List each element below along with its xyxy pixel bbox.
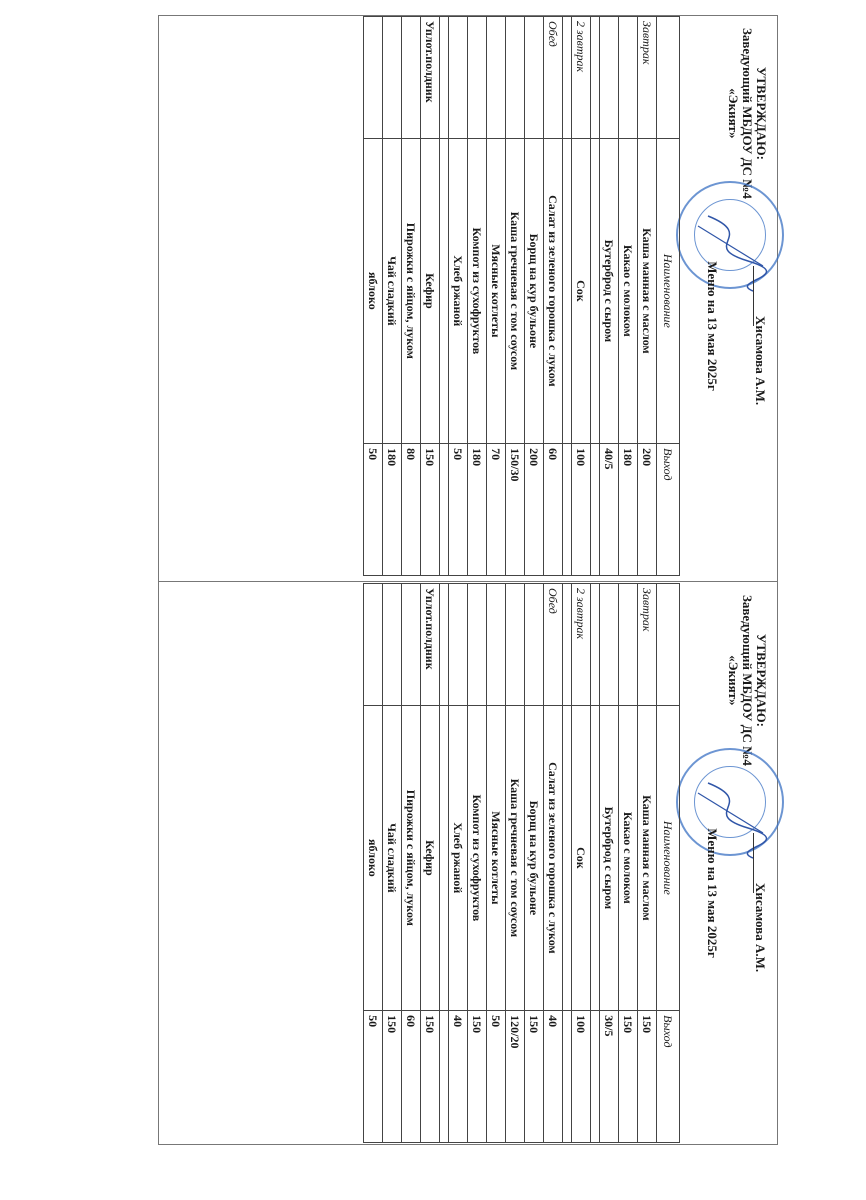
dish-name-cell: Мясные котлеты (487, 705, 506, 1011)
menu-sheet-rotated (160, 16, 776, 576)
spacer-cell (440, 444, 449, 576)
table-row (506, 17, 525, 576)
meal-cell (449, 584, 468, 706)
meal-cell: Обед (544, 584, 563, 706)
output-cell: 150 (525, 1011, 544, 1143)
output-cell: 180 (383, 444, 402, 576)
table-row (468, 17, 487, 576)
dish-name-cell: Салат из зеленого горошка с луком (544, 138, 563, 444)
header-name: Наименование (657, 705, 680, 1011)
table-row (619, 17, 638, 576)
meal-cell (364, 17, 383, 139)
signer-name: Хисамова А.М. (753, 883, 768, 973)
menu-table (363, 16, 680, 576)
spacer-cell (591, 444, 600, 576)
table-row (572, 584, 591, 1143)
table-header-row (657, 584, 680, 1143)
dish-name-cell: Каша гречневая с том соусом (506, 138, 525, 444)
meal-cell (619, 584, 638, 706)
spacer-cell (563, 705, 572, 1011)
spacer-cell (440, 705, 449, 1011)
dish-name-cell: яблоко (364, 705, 383, 1011)
approval-title: УТВЕРЖДАЮ: (754, 633, 769, 728)
table-row (364, 17, 383, 576)
output-cell: 60 (544, 444, 563, 576)
table-row (544, 584, 563, 1143)
table-row (487, 17, 506, 576)
meal-cell (449, 17, 468, 139)
dish-name-cell: Сок (572, 138, 591, 444)
meal-cell: Завтрак (638, 17, 657, 139)
table-header-row (657, 17, 680, 576)
output-cell: 100 (572, 1011, 591, 1143)
dish-name-cell: Чай сладкий (383, 705, 402, 1011)
output-cell: 180 (468, 444, 487, 576)
menu-title: Меню на 13 мая 2025г (705, 828, 720, 958)
signature-scribble (688, 206, 768, 296)
table-spacer-row (440, 17, 449, 576)
approval-title: УТВЕРЖДАЮ: (754, 66, 769, 161)
table-row (402, 584, 421, 1143)
dish-name-cell: Компот из сухофруктов (468, 705, 487, 1011)
dish-name-cell: Хлеб ржаной (449, 705, 468, 1011)
table-row (449, 17, 468, 576)
output-cell: 60 (402, 1011, 421, 1143)
meal-cell (468, 584, 487, 706)
output-cell: 120/20 (506, 1011, 525, 1143)
approval-block (726, 28, 768, 199)
spacer-cell (563, 1011, 572, 1143)
table-spacer-row (440, 584, 449, 1143)
spacer-cell (591, 17, 600, 139)
meal-cell: Обед (544, 17, 563, 139)
output-cell: 50 (449, 444, 468, 576)
output-cell: 50 (364, 1011, 383, 1143)
meal-cell (383, 584, 402, 706)
spacer-cell (591, 584, 600, 706)
dish-name-cell: Каша манная с маслом (638, 705, 657, 1011)
menu-table (363, 583, 680, 1143)
meal-cell (506, 17, 525, 139)
table-row (383, 584, 402, 1143)
table-row (525, 17, 544, 576)
dish-name-cell: Борщ на кур бульоне (525, 705, 544, 1011)
table-row (638, 584, 657, 1143)
table-row (619, 584, 638, 1143)
meal-cell (600, 584, 619, 706)
table-spacer-row (563, 17, 572, 576)
dish-name-cell: Кефир (421, 138, 440, 444)
output-cell: 150 (421, 444, 440, 576)
approval-position: Заведующий МБДОУ ДС №4 (740, 28, 755, 199)
output-cell: 150/30 (506, 444, 525, 576)
spacer-cell (563, 17, 572, 139)
dish-name-cell: Кефир (421, 705, 440, 1011)
spacer-cell (440, 1011, 449, 1143)
meal-cell: 2 завтрак (572, 584, 591, 706)
output-cell: 50 (364, 444, 383, 576)
meal-cell (402, 584, 421, 706)
output-cell: 200 (638, 444, 657, 576)
output-cell: 150 (468, 1011, 487, 1143)
spacer-cell (563, 138, 572, 444)
meal-cell: Уплот.полдник (421, 17, 440, 139)
spacer-cell (440, 138, 449, 444)
approval-org: «Экият» (726, 655, 741, 706)
header-output: Выход (657, 1011, 680, 1143)
output-cell: 200 (525, 444, 544, 576)
output-cell: 150 (421, 1011, 440, 1143)
table-spacer-row (563, 584, 572, 1143)
dish-name-cell: Каша манная с маслом (638, 138, 657, 444)
output-cell: 150 (383, 1011, 402, 1143)
table-row (468, 584, 487, 1143)
spacer-cell (563, 444, 572, 576)
spacer-cell (591, 705, 600, 1011)
menu-sheet-bottom (160, 583, 776, 1143)
meal-cell (383, 17, 402, 139)
table-row (544, 17, 563, 576)
spacer-cell (591, 138, 600, 444)
approval-header (680, 583, 776, 1143)
output-cell: 100 (572, 444, 591, 576)
output-cell: 40/5 (600, 444, 619, 576)
output-cell: 150 (619, 1011, 638, 1143)
table-row (364, 584, 383, 1143)
meal-cell (364, 584, 383, 706)
dish-name-cell: Мясные котлеты (487, 138, 506, 444)
table-row (638, 17, 657, 576)
output-cell: 40 (544, 1011, 563, 1143)
meal-cell (487, 584, 506, 706)
output-cell: 50 (487, 1011, 506, 1143)
table-row (525, 584, 544, 1143)
table-row (402, 17, 421, 576)
meal-cell (468, 17, 487, 139)
dish-name-cell: Борщ на кур бульоне (525, 138, 544, 444)
meal-cell: 2 завтрак (572, 17, 591, 139)
approval-position: Заведующий МБДОУ ДС №4 (740, 595, 755, 766)
table-row (487, 584, 506, 1143)
table-row (383, 17, 402, 576)
spacer-cell (563, 584, 572, 706)
dish-name-cell: Какао с молоком (619, 705, 638, 1011)
meal-cell (402, 17, 421, 139)
dish-name-cell: Пирожки с яйцом, луком (402, 138, 421, 444)
menu-sheet-rotated (160, 583, 776, 1143)
header-output: Выход (657, 444, 680, 576)
dish-name-cell: Салат из зеленого горошка с луком (544, 705, 563, 1011)
dish-name-cell: Бутерброд с сыром (600, 705, 619, 1011)
dish-name-cell: Сок (572, 705, 591, 1011)
dish-name-cell: Бутерброд с сыром (600, 138, 619, 444)
meal-cell: Уплот.полдник (421, 584, 440, 706)
dish-name-cell: Каша гречневая с том соусом (506, 705, 525, 1011)
output-cell: 70 (487, 444, 506, 576)
output-cell: 30/5 (600, 1011, 619, 1143)
header-meal (657, 17, 680, 139)
meal-cell: Завтрак (638, 584, 657, 706)
dish-name-cell: Какао с молоком (619, 138, 638, 444)
meal-cell (525, 584, 544, 706)
table-spacer-row (591, 17, 600, 576)
header-meal (657, 584, 680, 706)
meal-cell (600, 17, 619, 139)
header-name: Наименование (657, 138, 680, 444)
output-cell: 150 (638, 1011, 657, 1143)
table-spacer-row (591, 584, 600, 1143)
dish-name-cell: Компот из сухофруктов (468, 138, 487, 444)
table-row (421, 17, 440, 576)
meal-cell (487, 17, 506, 139)
meal-cell (506, 584, 525, 706)
dish-name-cell: Пирожки с яйцом, луком (402, 705, 421, 1011)
signature-scribble (688, 773, 768, 863)
approval-org: «Экият» (726, 88, 741, 139)
approval-header (680, 16, 776, 576)
meal-cell (525, 17, 544, 139)
spacer-cell (440, 17, 449, 139)
approval-block (726, 595, 768, 766)
dish-name-cell: Хлеб ржаной (449, 138, 468, 444)
spacer-cell (591, 1011, 600, 1143)
output-cell: 180 (619, 444, 638, 576)
spacer-cell (440, 584, 449, 706)
table-row (600, 584, 619, 1143)
page-divider (158, 581, 778, 582)
table-row (449, 584, 468, 1143)
signer-name: Хисамова А.М. (753, 316, 768, 406)
output-cell: 40 (449, 1011, 468, 1143)
output-cell: 80 (402, 444, 421, 576)
dish-name-cell: яблоко (364, 138, 383, 444)
table-row (572, 17, 591, 576)
menu-title: Меню на 13 мая 2025г (705, 261, 720, 391)
dish-name-cell: Чай сладкий (383, 138, 402, 444)
meal-cell (619, 17, 638, 139)
table-row (421, 584, 440, 1143)
table-row (600, 17, 619, 576)
table-row (506, 584, 525, 1143)
menu-sheet-top (160, 16, 776, 576)
